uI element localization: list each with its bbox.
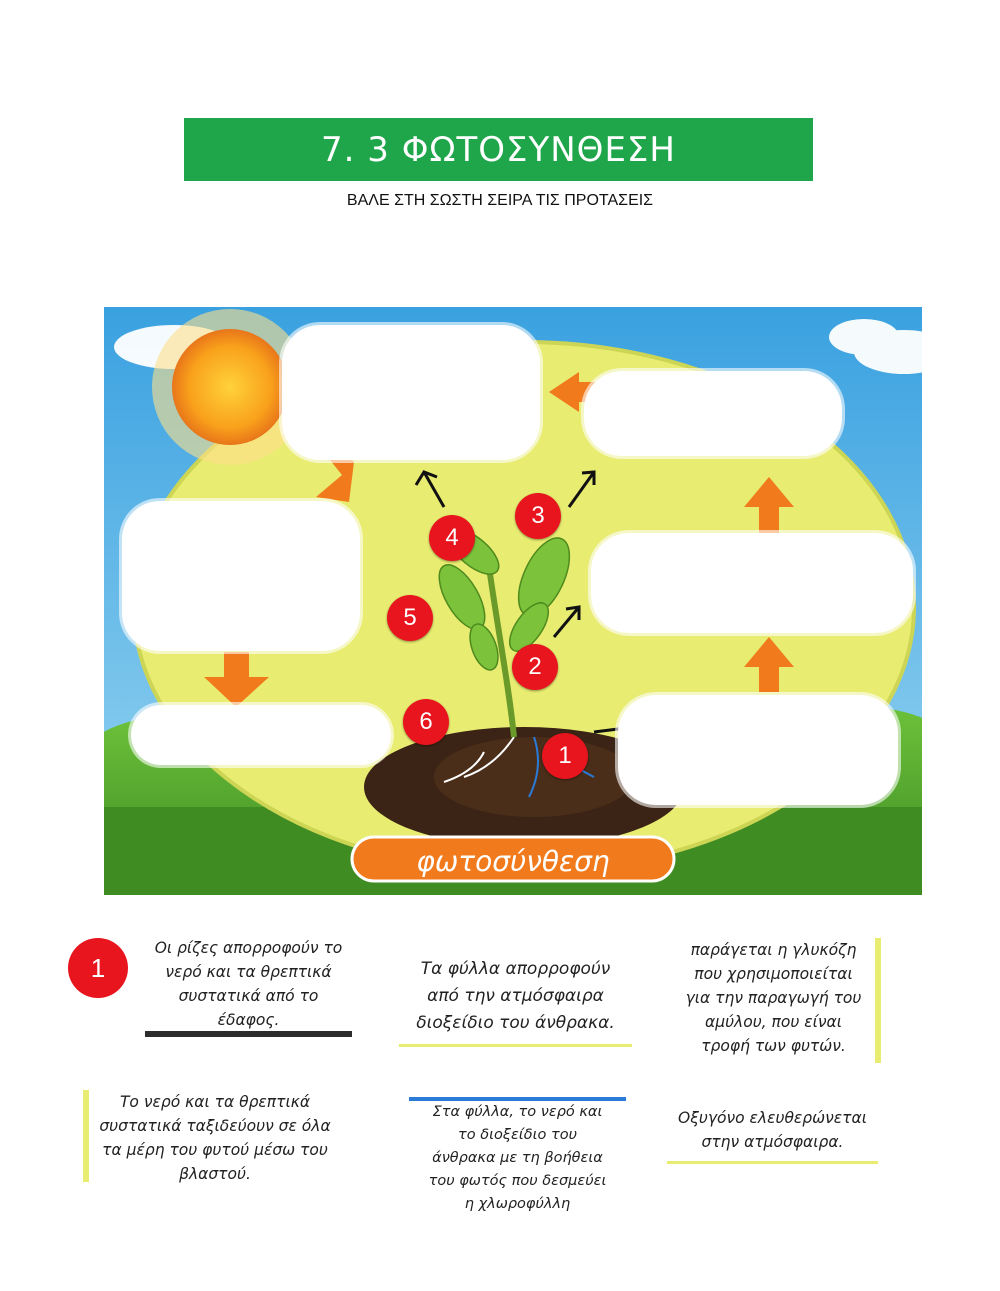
card-line: συστατικά από το — [178, 987, 319, 1005]
card-line: τα μέρη του φυτού μέσω του — [102, 1141, 328, 1159]
card-line: τροφή των φυτών. — [701, 1037, 846, 1055]
card-line: νερό και τα θρεπτικά — [165, 963, 332, 981]
card-1-badge: 1 — [68, 938, 128, 998]
drop-zone-right-middle[interactable] — [591, 533, 913, 633]
sentence-card-6[interactable] — [667, 1106, 878, 1164]
drop-zone-top-left[interactable] — [282, 325, 540, 460]
marker-2: 2 — [512, 644, 558, 690]
card-line: Οι ρίζες απορροφούν το — [154, 939, 343, 957]
marker-3: 3 — [515, 493, 561, 539]
card-line: που χρησιμοποιείται — [694, 965, 853, 983]
marker-6: 6 — [403, 699, 449, 745]
card-line: για την παραγωγή του — [685, 989, 862, 1007]
card-line: αμύλου, που είναι — [705, 1013, 842, 1031]
drop-zone-left[interactable] — [122, 501, 360, 651]
card-line: συστατικά ταξιδεύουν σε όλα — [99, 1117, 331, 1135]
marker-4: 4 — [429, 515, 475, 561]
marker-5: 5 — [387, 595, 433, 641]
drop-zone-bottom-right[interactable] — [618, 695, 898, 805]
sentence-card-1[interactable] — [145, 936, 352, 1037]
page-title: 7. 3 ΦΩΤΟΣΥΝΘΕΣΗ — [184, 118, 813, 181]
sentence-card-4[interactable] — [83, 1090, 341, 1182]
sentence-card-5[interactable] — [409, 1097, 626, 1223]
photosynthesis-diagram — [104, 307, 922, 895]
card-line: η χλωροφύλλη — [464, 1196, 571, 1212]
card-line: του φωτός που δεσμεύει — [428, 1173, 607, 1189]
card-line: στην ατμόσφαιρα. — [701, 1133, 844, 1151]
card-line: άνθρακα με τη βοήθεια — [432, 1150, 603, 1166]
drop-zone-bottom-left[interactable] — [131, 705, 391, 765]
card-line: βλαστού. — [179, 1165, 251, 1183]
card-line: έδαφος. — [217, 1011, 280, 1029]
card-line: παράγεται η γλυκόζη — [690, 941, 857, 959]
diagram-banner: φωτοσύνθεση — [416, 844, 610, 878]
card-line: από την ατμόσφαιρα — [427, 986, 604, 1006]
card-line: Οξυγόνο ελευθερώνεται — [678, 1109, 867, 1127]
drop-zone-top-right[interactable] — [584, 371, 842, 456]
card-line: Στα φύλλα, το νερό και — [432, 1104, 603, 1120]
sentence-card-2[interactable] — [399, 956, 632, 1047]
sentence-card-3[interactable] — [672, 938, 881, 1063]
card-line: διοξείδιο του άνθρακα. — [416, 1013, 615, 1033]
instruction-text: ΒΑΛΕ ΣΤΗ ΣΩΣΤΗ ΣΕΙΡΑ ΤΙΣ ΠΡΟΤΑΣΕΙΣ — [346, 192, 654, 209]
marker-1: 1 — [542, 733, 588, 779]
card-line: Τα φύλλα απορροφούν — [420, 959, 611, 979]
card-line: το διοξείδιο του — [458, 1127, 577, 1143]
card-line: Το νερό και τα θρεπτικά — [119, 1093, 311, 1111]
